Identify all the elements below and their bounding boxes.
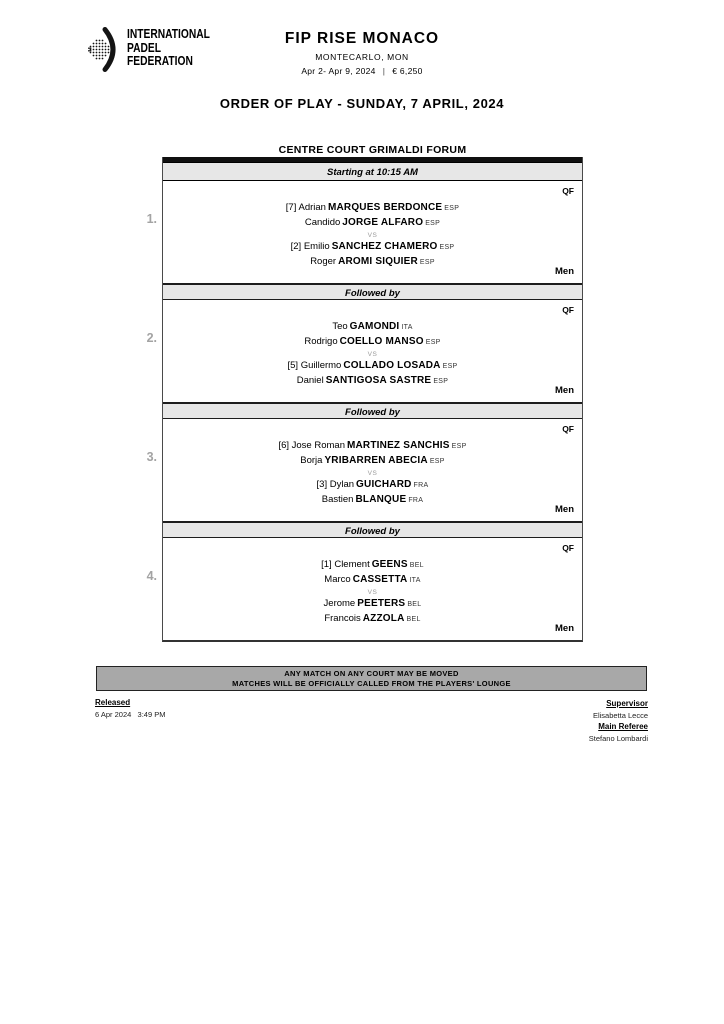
player: [7] Adrian MARQUES BERDONCE ESP [285, 202, 460, 213]
event-meta [0, 66, 724, 76]
vs-label: VS [367, 232, 378, 239]
category-badge: Men [555, 623, 574, 634]
event-title: FIP RISE MONACO [284, 30, 440, 47]
notice-line: MATCHES WILL BE OFFICIALLY CALLED FROM THE PLAYERS' LOUNGE [232, 679, 511, 688]
player: Marco CASSETTA ITA [324, 574, 421, 585]
player: [5] Guillermo COLLADO LOSADA ESP [287, 360, 458, 371]
category-badge: Men [555, 266, 574, 277]
released-timestamp: 6 Apr 2024 3:49 PM [95, 710, 166, 719]
match-4 [146, 538, 582, 640]
round-badge: QF [562, 424, 574, 434]
supervisor-label: Supervisor [606, 699, 648, 708]
referee-name: Stefano Lombardi [588, 734, 648, 743]
player: [1] Clement GEENS BEL [321, 559, 424, 570]
player: Daniel SANTIGOSA SASTRE ESP [296, 375, 449, 386]
federation-line: INTERNATIONAL [127, 27, 210, 41]
match-3 [146, 419, 582, 521]
vs-label: VS [367, 589, 378, 596]
federation-line: FEDERATION [127, 54, 193, 68]
officials-block [589, 697, 648, 743]
player: Teo GAMONDI ITA [332, 321, 413, 332]
court-title: CENTRE COURT GRIMALDI FORUM [278, 144, 467, 156]
vs-label: VS [367, 470, 378, 477]
round-badge: QF [562, 543, 574, 553]
player: Francois AZZOLA BEL [324, 613, 421, 624]
meta-separator: | [382, 66, 386, 76]
event-location: MONTECARLO, MON [315, 52, 409, 62]
player: Bastien BLANQUE FRA [321, 494, 424, 505]
start-time-row: Starting at 10:15 AM [163, 162, 582, 181]
player: Jerome PEETERS BEL [323, 598, 422, 609]
released-block [95, 696, 165, 719]
player: [2] Emilio SANCHEZ CHAMERO ESP [290, 241, 455, 252]
followed-by-row: Followed by [163, 283, 582, 300]
page-title: ORDER OF PLAY - SUNDAY, 7 APRIL, 2024 [219, 96, 505, 111]
category-badge: Men [555, 504, 574, 515]
match-number: 2. [146, 331, 157, 345]
match-teams [163, 201, 582, 270]
event-dates: Apr 2- Apr 9, 2024 [301, 66, 376, 76]
match-number: 3. [146, 450, 157, 464]
released-label: Released [95, 698, 131, 707]
event-header [0, 27, 724, 76]
player: [6] Jose Roman MARTINEZ SANCHIS ESP [278, 440, 467, 451]
match-2 [146, 300, 582, 402]
vs-label: VS [367, 351, 378, 358]
round-badge: QF [562, 305, 574, 315]
followed-by-row: Followed by [163, 402, 582, 419]
player: Borja YRIBARREN ABECIA ESP [300, 455, 445, 466]
event-prize: € 6,250 [392, 66, 423, 76]
player: Rodrigo COELLO MANSO ESP [304, 336, 441, 347]
player: [3] Dylan GUICHARD FRA [316, 479, 429, 490]
federation-line: PADEL [127, 40, 161, 55]
match-number: 4. [146, 569, 157, 583]
category-badge: Men [555, 385, 574, 396]
match-1 [146, 181, 582, 283]
player: Candido JORGE ALFARO ESP [304, 217, 441, 228]
supervisor-name: Elisabetta Lecce [592, 711, 648, 720]
match-teams [163, 439, 582, 508]
match-teams [163, 558, 582, 627]
followed-by-row: Followed by [163, 521, 582, 538]
schedule-table [146, 157, 583, 642]
match-teams [163, 320, 582, 389]
notice-banner [96, 666, 647, 691]
match-number: 1. [146, 212, 157, 226]
notice-line: ANY MATCH ON ANY COURT MAY BE MOVED [284, 669, 459, 678]
round-badge: QF [562, 186, 574, 196]
referee-label: Main Referee [598, 722, 648, 731]
player: Roger AROMI SIQUIER ESP [310, 256, 435, 267]
